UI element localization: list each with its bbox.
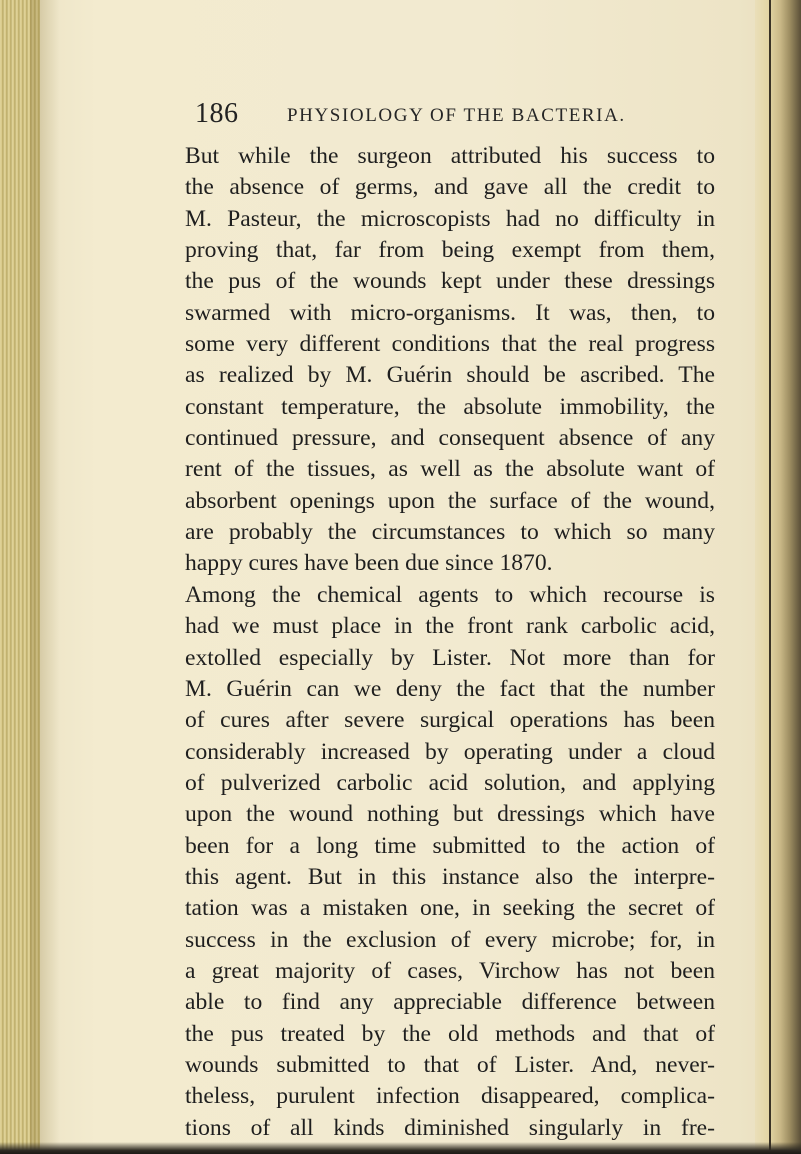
text-line: considerably increased by operating under a cloud <box>185 738 715 765</box>
text-line: the pus treated by the old methods and that of <box>185 1020 715 1047</box>
gutter-shadow <box>30 0 60 1154</box>
text-line: rent of the tissues, as well as the absolute want of <box>185 456 715 483</box>
text-line: M. Pasteur, the microscopists had no difficulty in <box>185 205 715 232</box>
running-head: PHYSIOLOGY OF THE BACTERIA. <box>287 105 626 126</box>
text-line: theless, purulent infection disappeared, complica- <box>185 1083 715 1110</box>
text-line: as realized by M. Guérin should be ascribed. The <box>185 362 715 389</box>
text-line: tation was a mistaken one, in seeking the secret of <box>185 895 715 922</box>
text-line: the pus of the wounds kept under these dressings <box>185 268 715 295</box>
text-line: swarmed with micro-organisms. It was, then, to <box>185 299 715 326</box>
text-line: happy cures have been due since 1870. <box>185 550 553 577</box>
text-line: of pulverized carbolic acid solution, and applying <box>185 769 715 796</box>
text-line: had we must place in the front rank carbolic acid, <box>185 613 715 640</box>
text-line: this agent. But in this instance also the interpre- <box>185 863 715 890</box>
text-line: upon the wound nothing but dressings which have <box>185 801 715 828</box>
text-line: Among the chemical agents to which recourse is <box>185 581 715 608</box>
text-line: able to find any appreciable difference between <box>185 989 715 1016</box>
text-line: the absence of germs, and gave all the credit to <box>185 174 715 201</box>
text-line: But while the surgeon attributed his success to <box>185 143 715 169</box>
page-header <box>195 98 735 132</box>
binding-edge <box>755 0 801 1154</box>
text-line: continued pressure, and consequent absence of any <box>185 425 715 452</box>
text-line: wounds submitted to that of Lister. And, never- <box>185 1051 715 1078</box>
text-line: proving that, far from being exempt from them, <box>185 237 715 264</box>
text-line: been for a long time submitted to the action of <box>185 832 715 859</box>
text-line: absorbent openings upon the surface of the wound, <box>185 487 715 514</box>
text-line: are probably the circumstances to which so many <box>185 519 715 546</box>
text-line: extolled especially by Lister. Not more than for <box>185 644 715 671</box>
text-line: of cures after severe surgical operations has been <box>185 707 715 734</box>
page-number: 186 <box>195 98 239 129</box>
body-text <box>185 141 715 1144</box>
text-line: some very different conditions that the real progress <box>185 331 715 358</box>
binding-line <box>769 0 771 1154</box>
text-line: a great majority of cases, Virchow has not been <box>185 957 715 984</box>
text-line: M. Guérin can we deny the fact that the number <box>185 675 715 702</box>
text-line: tions of all kinds diminished singularly in fre- <box>185 1114 715 1141</box>
text-line: constant temperature, the absolute immobility, the <box>185 393 715 420</box>
text-line: success in the exclusion of every microbe; for, in <box>185 926 715 953</box>
